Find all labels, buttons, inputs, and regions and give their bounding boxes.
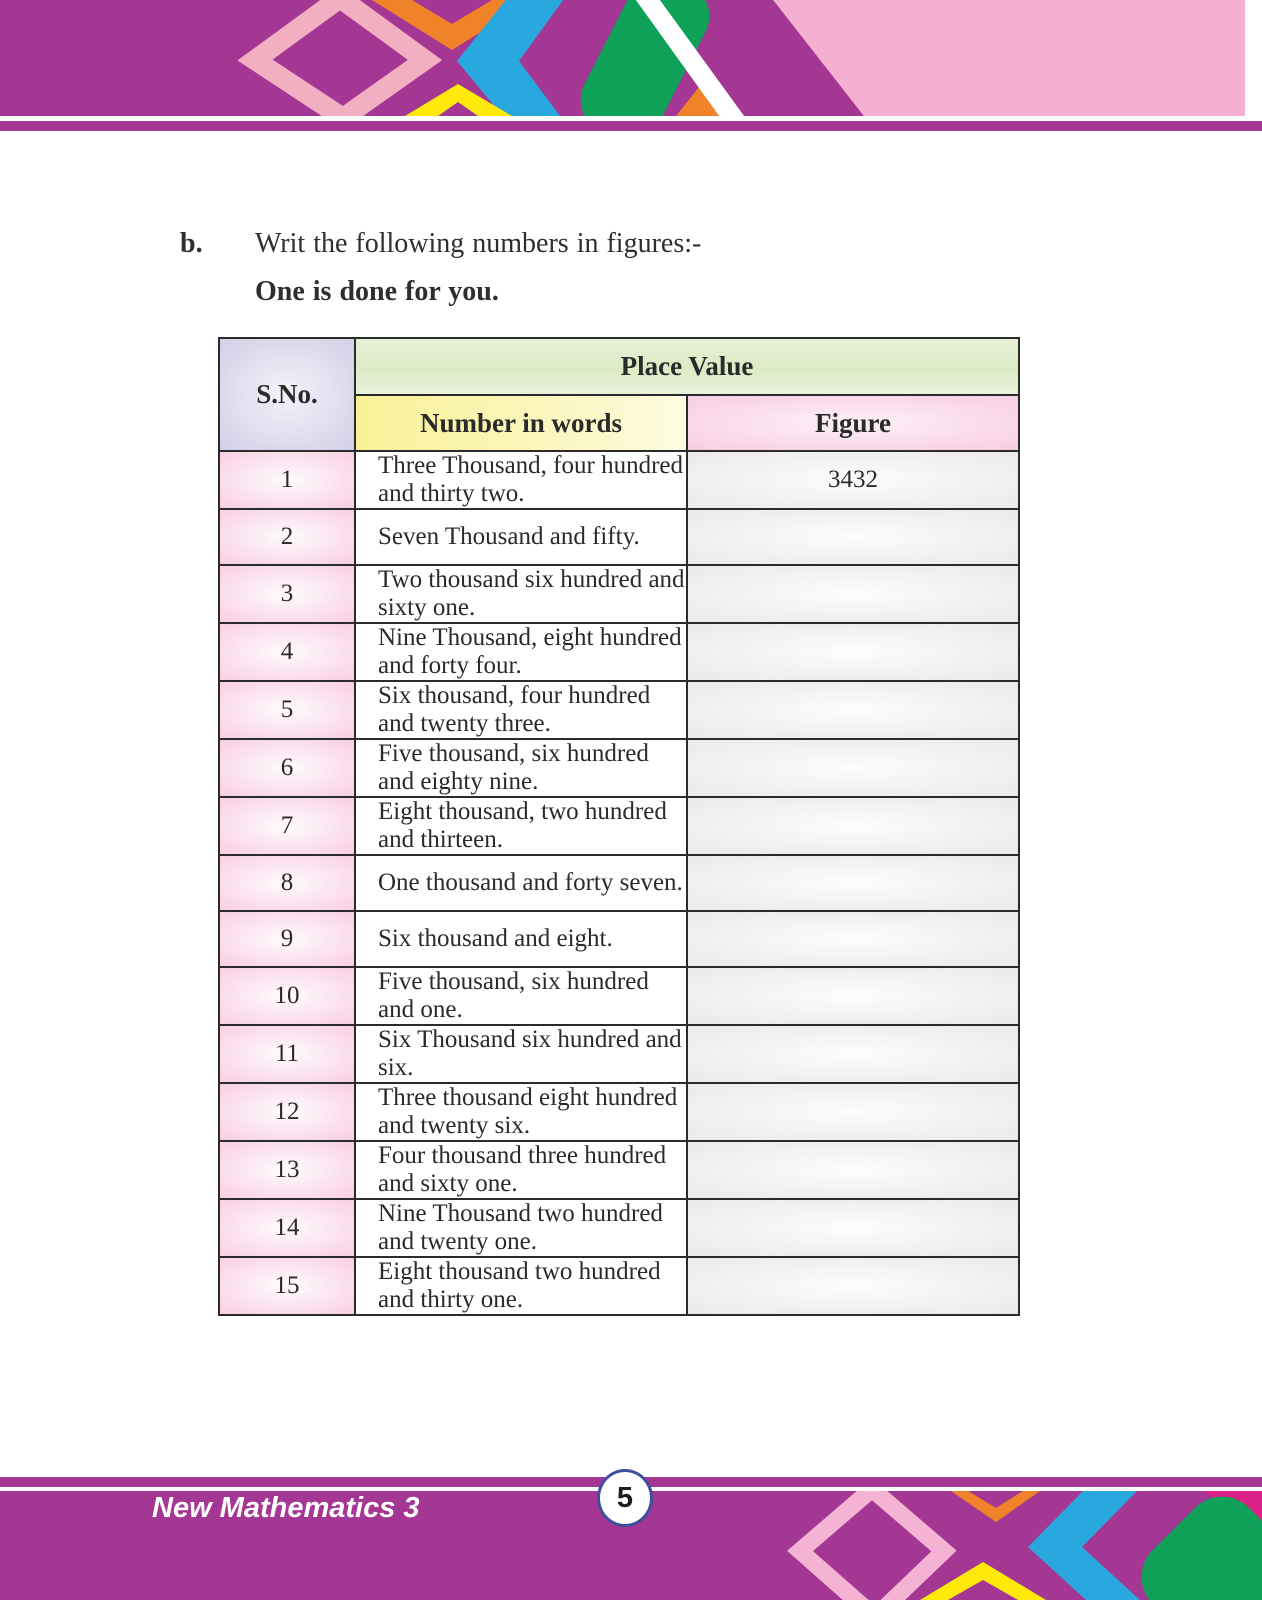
instruction-text: Writ the following numbers in figures:- (255, 228, 702, 259)
figure-cell (687, 967, 1019, 1025)
figure-cell (687, 1083, 1019, 1141)
figure-cell (687, 739, 1019, 797)
sno-cell: 10 (219, 967, 355, 1025)
sno-cell: 7 (219, 797, 355, 855)
header-number-in-words: Number in words (355, 395, 687, 451)
sno-cell: 15 (219, 1257, 355, 1315)
number-in-words-cell: Three thousand eight hundred and twenty six. (355, 1083, 687, 1141)
top-banner (0, 0, 1262, 116)
sno-cell: 2 (219, 509, 355, 565)
table-row (219, 967, 1019, 1025)
number-in-words-cell: Three Thousand, four hundred and thirty two. (355, 451, 687, 509)
figure-cell (687, 855, 1019, 911)
page-number: 5 (616, 1481, 634, 1514)
sno-cell: 5 (219, 681, 355, 739)
header-figure: Figure (687, 395, 1019, 451)
table-row (219, 1025, 1019, 1083)
header-sno: S.No. (219, 338, 355, 451)
figure-cell (687, 509, 1019, 565)
table-row (219, 1257, 1019, 1315)
table-row (219, 1141, 1019, 1199)
number-in-words-cell: One thousand and forty seven. (355, 855, 687, 911)
sno-cell: 9 (219, 911, 355, 967)
sno-cell: 8 (219, 855, 355, 911)
number-in-words-cell: Six Thousand six hundred and six. (355, 1025, 687, 1083)
instruction-note: One is done for you. (255, 276, 499, 307)
table-row (219, 911, 1019, 967)
figure-cell (687, 1025, 1019, 1083)
figure-cell (687, 1257, 1019, 1315)
sno-cell: 4 (219, 623, 355, 681)
sno-cell: 13 (219, 1141, 355, 1199)
table-row (219, 681, 1019, 739)
page-number-badge (597, 1469, 653, 1527)
sno-cell: 1 (219, 451, 355, 509)
number-in-words-cell: Seven Thousand and fifty. (355, 509, 687, 565)
place-value-table (218, 337, 1020, 1316)
table-row (219, 1199, 1019, 1257)
table-row (219, 565, 1019, 623)
sno-cell: 14 (219, 1199, 355, 1257)
section-label: b. (180, 228, 203, 259)
sno-cell: 12 (219, 1083, 355, 1141)
number-in-words-cell: Eight thousand, two hundred and thirteen. (355, 797, 687, 855)
sno-cell: 6 (219, 739, 355, 797)
table-row (219, 739, 1019, 797)
number-in-words-cell: Nine Thousand, eight hundred and forty four. (355, 623, 687, 681)
number-in-words-cell: Two thousand six hundred and sixty one. (355, 565, 687, 623)
figure-cell (687, 1141, 1019, 1199)
table-row (219, 1083, 1019, 1141)
sno-cell: 3 (219, 565, 355, 623)
number-in-words-cell: Six thousand, four hundred and twenty three. (355, 681, 687, 739)
number-in-words-cell: Six thousand and eight. (355, 911, 687, 967)
sno-cell: 11 (219, 1025, 355, 1083)
table-row (219, 623, 1019, 681)
figure-cell (687, 681, 1019, 739)
figure-cell (687, 797, 1019, 855)
top-accent-stripe (0, 121, 1262, 131)
number-in-words-cell: Five thousand, six hundred and one. (355, 967, 687, 1025)
table-row (219, 451, 1019, 509)
number-in-words-cell: Nine Thousand two hundred and twenty one. (355, 1199, 687, 1257)
figure-cell (687, 911, 1019, 967)
book-title: New Mathematics 3 (152, 1492, 420, 1524)
table-row (219, 855, 1019, 911)
number-in-words-cell: Four thousand three hundred and sixty one. (355, 1141, 687, 1199)
figure-cell (687, 1199, 1019, 1257)
header-place-value: Place Value (355, 338, 1019, 395)
table-row (219, 509, 1019, 565)
figure-cell: 3432 (687, 451, 1019, 509)
figure-cell (687, 565, 1019, 623)
number-in-words-cell: Five thousand, six hundred and eighty nine. (355, 739, 687, 797)
figure-cell (687, 623, 1019, 681)
table-body (219, 451, 1019, 1315)
number-in-words-cell: Eight thousand two hundred and thirty one. (355, 1257, 687, 1315)
table-header (219, 338, 1019, 451)
table-row (219, 797, 1019, 855)
